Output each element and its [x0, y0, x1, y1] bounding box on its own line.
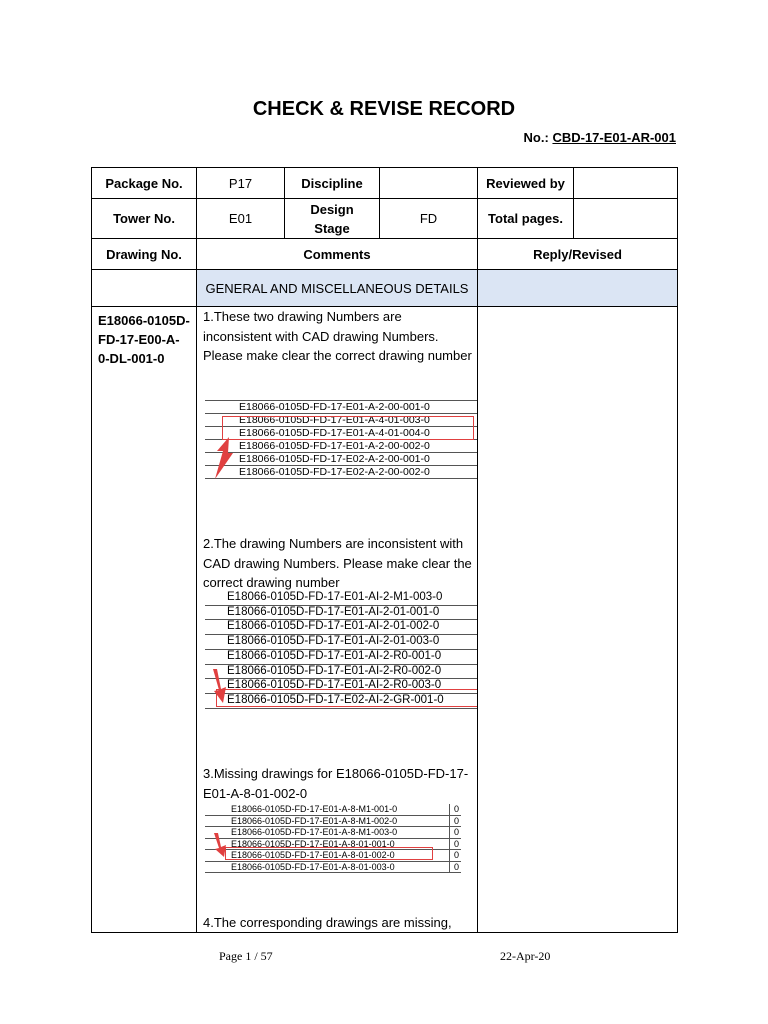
reply-label: Reply/Revised: [478, 239, 678, 270]
revision-value: 0: [449, 850, 459, 861]
highlight-box-3: [225, 847, 433, 860]
document-number-label: No.:: [523, 130, 549, 145]
package-label: Package No.: [92, 168, 197, 199]
drawing-list-3-item: [205, 827, 461, 839]
drawing-number: E18066-0105D-FD-17-E01-A-8-01-003-0: [231, 861, 395, 872]
reviewed-value: [574, 168, 678, 199]
highlight-box-1: [222, 416, 474, 440]
drawing-list-3-item: [205, 862, 461, 874]
drawing-list-3-item: [205, 804, 461, 816]
drawing-list-1-item: E18066-0105D-FD-17-E02-A-2-00-002-0: [205, 466, 477, 479]
drawing-list-2-item: E18066-0105D-FD-17-E01-AI-2-01-002-0: [205, 620, 477, 635]
tower-value: E01: [197, 199, 285, 239]
total-pages-label: Total pages.: [478, 199, 574, 239]
arrow-icon: [211, 435, 235, 481]
comment-3: 3.Missing drawings for E18066-0105D-FD-17-E01-A-8-01-002-0: [203, 766, 469, 801]
drawing-list-2-item: E18066-0105D-FD-17-E02-AI-2-GR-001-0: [205, 694, 477, 709]
revision-value: 0: [449, 816, 459, 827]
arrow-icon: [209, 667, 229, 705]
reply-cell: [478, 307, 678, 933]
drawing-number-cell: [92, 307, 197, 933]
revision-value: 0: [449, 862, 459, 873]
tower-label: Tower No.: [92, 199, 197, 239]
drawing-list-3: [205, 804, 461, 873]
drawing-list-2-item: E18066-0105D-FD-17-E01-AI-2-R0-003-0: [205, 679, 477, 694]
drawing-list-1-item: E18066-0105D-FD-17-E01-A-4-01-003-0: [205, 414, 477, 427]
drawing-number: E18066-0105D-FD-17-E01-A-8-M1-001-0: [231, 804, 398, 814]
design-stage-label: Design Stage: [285, 199, 380, 239]
revision-value: 0: [449, 827, 459, 838]
document-number: [524, 130, 676, 145]
footer-date: 22-Apr-20: [500, 949, 551, 963]
drawing-list-1-item: E18066-0105D-FD-17-E01-A-2-00-001-0: [205, 401, 477, 414]
general-heading: GENERAL AND MISCELLANEOUS DETAILS: [197, 270, 478, 307]
discipline-label: Discipline: [285, 168, 380, 199]
drawing-number: E18066-0105D-FD-17-E01-A-8-M1-002-0: [231, 815, 398, 826]
drawing-number: E18066-0105D-FD-17-E01-A-8-01-001-0: [231, 838, 395, 849]
reviewed-label: Reviewed by: [478, 168, 574, 199]
comments-label: Comments: [197, 239, 478, 270]
drawing-list-1-item: E18066-0105D-FD-17-E01-A-4-01-004-0: [205, 427, 477, 440]
general-drawing-cell: [92, 270, 197, 307]
drawing-list-3-item: [205, 816, 461, 828]
document-number-value: CBD-17-E01-AR-001: [552, 130, 676, 145]
revision-value: 0: [449, 839, 459, 850]
design-stage-value: FD: [380, 199, 478, 239]
highlight-box-2: [216, 689, 477, 707]
record-table: [91, 167, 678, 933]
comment-2: 2.The drawing Numbers are inconsistent with CAD drawing Numbers. Please make clear the correct drawing number: [203, 536, 472, 590]
drawing-list-1-item: E18066-0105D-FD-17-E01-A-2-00-002-0: [205, 440, 477, 453]
drawing-list-2-item: E18066-0105D-FD-17-E01-AI-2-01-003-0: [205, 635, 477, 650]
total-pages-value: [574, 199, 678, 239]
drawing-no-label: Drawing No.: [92, 239, 197, 270]
drawing-number: E18066-0105D-FD-17-E01-A-8-01-002-0: [231, 850, 395, 860]
drawing-number: E18066-0105D-FD-17-E01-A-8-M1-003-0: [231, 827, 398, 837]
drawing-list-2-item: E18066-0105D-FD-17-E01-AI-2-R0-002-0: [205, 665, 477, 680]
arrow-icon: [211, 831, 229, 859]
comments-cell: [197, 307, 478, 933]
discipline-value: [380, 168, 478, 199]
page-title: CHECK & REVISE RECORD: [252, 98, 516, 120]
general-reply-cell: [478, 270, 678, 307]
revision-value: 0: [449, 804, 459, 815]
comment-4: 4.The corresponding drawings are missing,: [203, 915, 452, 930]
drawing-list-1-item: E18066-0105D-FD-17-E02-A-2-00-001-0: [205, 453, 477, 466]
page-number: Page 1 / 57: [219, 949, 273, 963]
package-value: P17: [197, 168, 285, 199]
drawing-number: E18066-0105D-FD-17-E00-A-0-DL-001-0: [98, 313, 190, 366]
drawing-list-2-item: E18066-0105D-FD-17-E01-AI-2-01-001-0: [205, 606, 477, 621]
drawing-list-2-item: E18066-0105D-FD-17-E01-AI-2-M1-003-0: [205, 591, 477, 606]
comment-1: 1.These two drawing Numbers are inconsistent with CAD drawing Numbers. Please make clear the correct drawing number: [203, 309, 472, 363]
drawing-list-2-item: E18066-0105D-FD-17-E01-AI-2-R0-001-0: [205, 650, 477, 665]
